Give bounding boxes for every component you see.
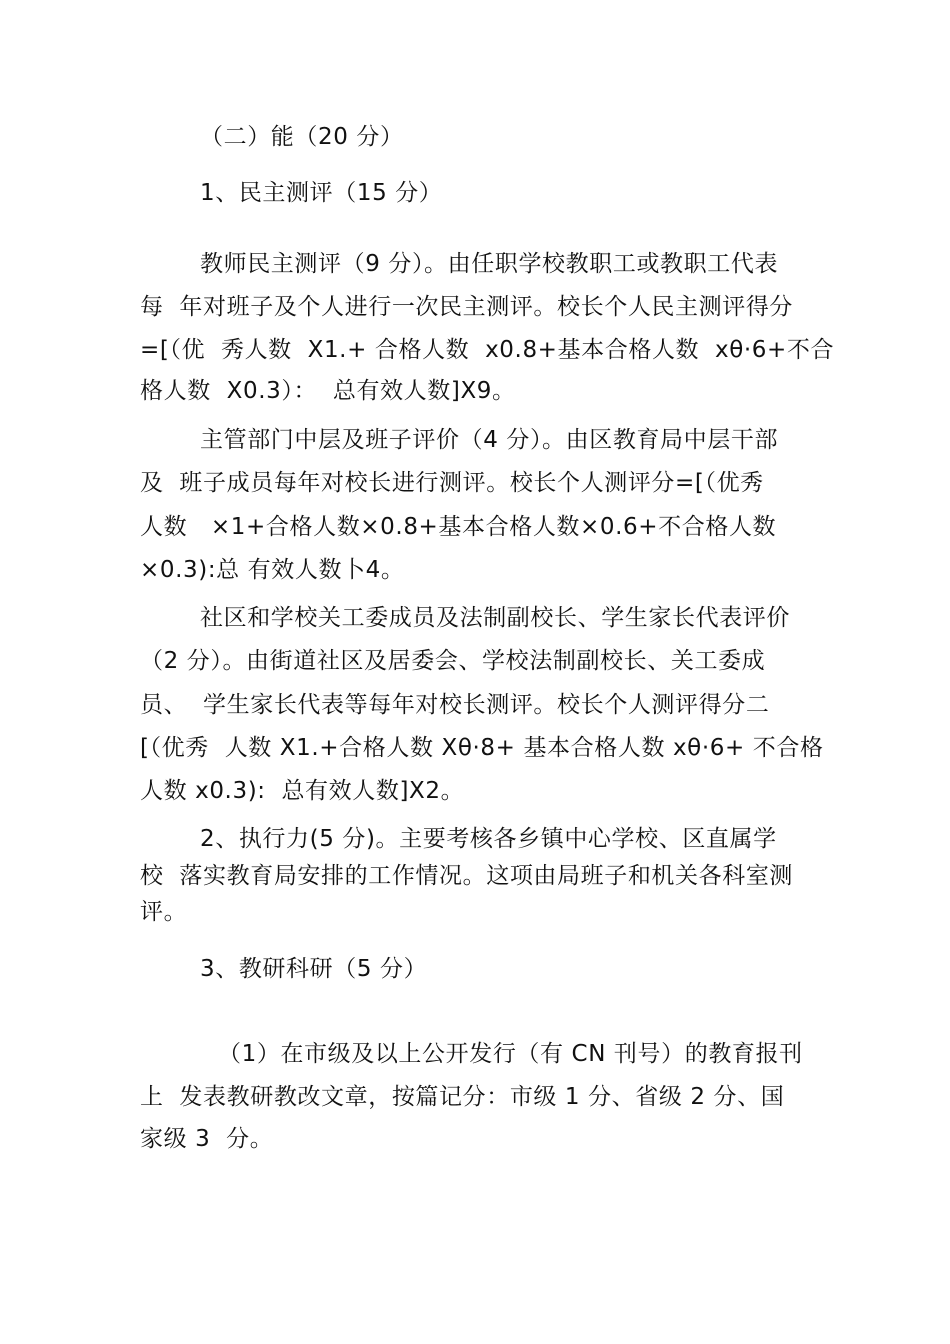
paragraph-line: 校 落实教育局安排的工作情况。这项由局班子和机关各科室测	[140, 863, 794, 889]
paragraph-line: 人数 x0.3): 总有效人数]X2。	[140, 778, 465, 804]
paragraph-line: 及 班子成员每年对校长进行测评。校长个人测评分=[（优秀	[140, 470, 764, 496]
paragraph-line: 格人数 X0.3）： 总有效人数]X9。	[140, 378, 516, 404]
paragraph-line: ×0.3):总 有效人数卜4。	[140, 557, 405, 583]
subsection-heading: 1、民主测评（15 分）	[200, 180, 443, 206]
subsection-heading: 3、教研科研（5 分）	[200, 956, 428, 982]
paragraph-line: 上 发表教研教改文章，按篇记分：市级 1 分、省级 2 分、国	[140, 1084, 785, 1110]
paragraph-line: 主管部门中层及班子评价（4 分）。由区教育局中层干部	[200, 427, 779, 453]
paragraph-line: =[（优 秀人数 X1.+ 合格人数 x0.8+基本合格人数 xθ·6+不合	[140, 337, 835, 363]
paragraph-line: 员、 学生家长代表等每年对校长测评。校长个人测评得分二	[140, 692, 770, 718]
paragraph-line: 社区和学校关工委成员及法制副校长、学生家长代表评价	[200, 605, 790, 631]
paragraph-line: （1）在市级及以上公开发行（有 CN 刊号）的教育报刊	[218, 1041, 803, 1067]
paragraph-line: 家级 3 分。	[140, 1126, 274, 1152]
paragraph-line: 2、执行力(5 分)。主要考核各乡镇中心学校、区直属学	[200, 826, 777, 852]
paragraph-line: [（优秀 人数 X1.+合格人数 Xθ·8+ 基本合格人数 xθ·6+ 不合格	[140, 735, 824, 761]
paragraph-line: （2 分）。由街道社区及居委会、学校法制副校长、关工委成	[140, 648, 766, 674]
section-heading: （二）能（20 分）	[200, 124, 404, 150]
paragraph-line: 评。	[140, 899, 188, 925]
paragraph-line: 每 年对班子及个人进行一次民主测评。校长个人民主测评得分	[140, 294, 794, 320]
paragraph-line: 教师民主测评（9 分）。由任职学校教职工或教职工代表	[200, 251, 779, 277]
paragraph-line: 人数 ×1+合格人数×0.8+基本合格人数×0.6+不合格人数	[140, 514, 777, 540]
